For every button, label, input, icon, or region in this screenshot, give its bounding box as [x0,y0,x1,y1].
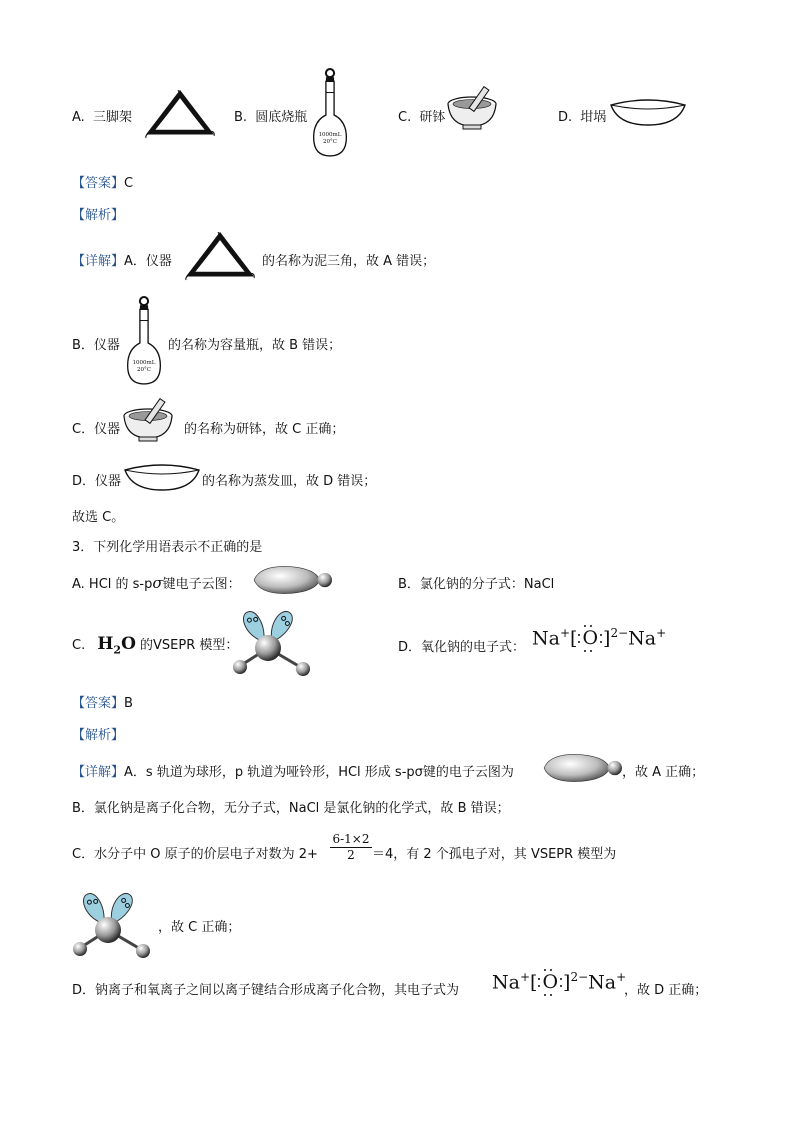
detail-d-text: D．钠离子和氧离子之间以离子键结合形成离子化合物，其电子式为 [72,983,460,998]
option-d [558,106,606,125]
detail-d-suffix: 的名称为蒸发皿，故 D 错误； [202,474,377,489]
volumetric-flask-icon [122,296,166,388]
answer-tag: 【答案】 [72,696,125,711]
detail-d-prefix: D．仪器 [72,474,122,489]
option-a-text2: 键电子云图： [162,577,241,592]
detail-tag: 【详解】 [72,765,125,780]
option-c [398,106,445,125]
mortar-icon [122,398,182,446]
analysis-tag: 【解析】 [72,728,125,743]
detail-c-prefix: C．仪器 [72,422,121,437]
option-name: 坩埚 [580,110,607,125]
oxygen-with-dots [537,971,563,993]
vsepr-model-icon [70,886,160,966]
flask-label-volume: 1000mL [132,360,156,366]
option-name: 研钵 [419,110,446,125]
na-ion: Na [628,627,657,650]
formula-sub: 2 [113,643,122,657]
volumetric-flask-icon [308,68,352,160]
option-letter: D. [558,110,573,125]
detail-a-suffix: 的名称为泥三角，故 A 错误； [262,254,436,269]
water-formula [97,634,136,657]
oxygen: O [542,971,559,994]
detail-b-prefix: B．仪器 [72,338,120,353]
analysis-tag: 【解析】 [72,208,125,223]
volumetric-flask-figure [308,68,352,160]
question-stem: 3．下列化学用语表示不正确的是 [72,540,263,555]
q2-answer [72,172,133,191]
option-letter: C. [398,110,412,125]
detail-a-end: ，故 A 正确； [622,765,705,780]
option-d-text: D．氧化钠的电子式： [398,640,526,655]
detail-b-suffix: 的名称为容量瓶，故 B 错误； [168,338,342,353]
option-a [72,106,132,125]
q3-option-c [72,634,238,656]
answer-value: C [124,176,134,191]
crucible-dish-icon [608,96,688,128]
na-charge: + [656,626,667,640]
conclusion: 故选 C。 [72,510,125,525]
bracket-right: ] [563,971,571,994]
q3-option-a [72,573,241,592]
option-name: 三脚架 [92,110,132,125]
option-a-text: A. HCl 的 s-p [72,577,153,592]
flask-label-volume: 1000mL [318,132,342,138]
detail-c-text2: ＝4，有 2 个孤电子对，其 VSEPR 模型为 [372,847,617,862]
oxygen-with-dots [577,627,603,649]
answer-value: B [124,696,133,711]
detail-d-end: ，故 D 正确； [624,983,708,998]
electron-formula [492,970,626,993]
electron-formula [532,626,666,649]
fraction-denominator: 2 [347,848,355,862]
bracket-left: [ [570,627,578,650]
detail-c-text: C．水分子中 O 原子的价层电子对数为 2+ [72,847,318,862]
answer-tag: 【答案】 [72,176,125,191]
volumetric-flask-figure [122,296,166,388]
option-letter: B. [234,110,248,125]
oxygen: O [582,627,599,650]
na-charge: + [519,970,531,984]
vsepr-model-icon [230,604,320,684]
flask-label-temp: 20°C [323,139,337,145]
flask-label-temp: 20°C [137,367,151,373]
na-ion: Na [532,627,560,650]
q3-answer [72,692,133,711]
detail-c-end: ，故 C 正确； [158,920,241,935]
evaporating-dish-icon [122,462,202,492]
mortar-icon [446,86,506,134]
fraction-numerator: 6-1×2 [330,832,372,848]
detail-a-prefix: A．仪器 [124,254,172,269]
oxide-charge: 2− [570,970,589,984]
fraction [330,832,372,863]
formula-o: O [121,634,136,654]
option-b [234,106,307,125]
option-c-letter: C. [72,638,86,653]
option-b-text: B．氯化钠的分子式：NaCl [398,577,555,592]
detail-c-suffix: 的名称为研钵，故 C 正确； [184,422,345,437]
oxide-charge: 2− [610,626,629,640]
na-charge: + [559,626,571,640]
q3-detail-a [72,761,514,780]
option-letter: A. [72,110,85,125]
na-charge: + [616,970,627,984]
detail-tag: 【详解】 [72,254,125,269]
clay-triangle-icon [184,232,256,282]
s-p-orbital-icon [250,564,332,596]
clay-triangle-icon [144,90,216,140]
formula-h: H [97,634,114,654]
q2-detail-a [72,250,172,269]
detail-b-text: B．氯化钠是离子化合物，无分子式，NaCl 是氯化钠的化学式，故 B 错误； [72,801,510,816]
bracket-left: [ [530,971,538,994]
na-ion: Na [588,971,617,994]
na-ion: Na [492,971,520,994]
sigma-symbol: σ [152,574,163,592]
s-p-orbital-icon [540,752,622,784]
bracket-right: ] [603,627,611,650]
detail-a-text: A．s 轨道为球形，p 轨道为哑铃形，HCl 形成 s-pσ键的电子云图为 [124,765,514,780]
option-c-text: 的VSEPR 模型： [140,638,239,653]
option-name: 圆底烧瓶 [255,110,308,125]
